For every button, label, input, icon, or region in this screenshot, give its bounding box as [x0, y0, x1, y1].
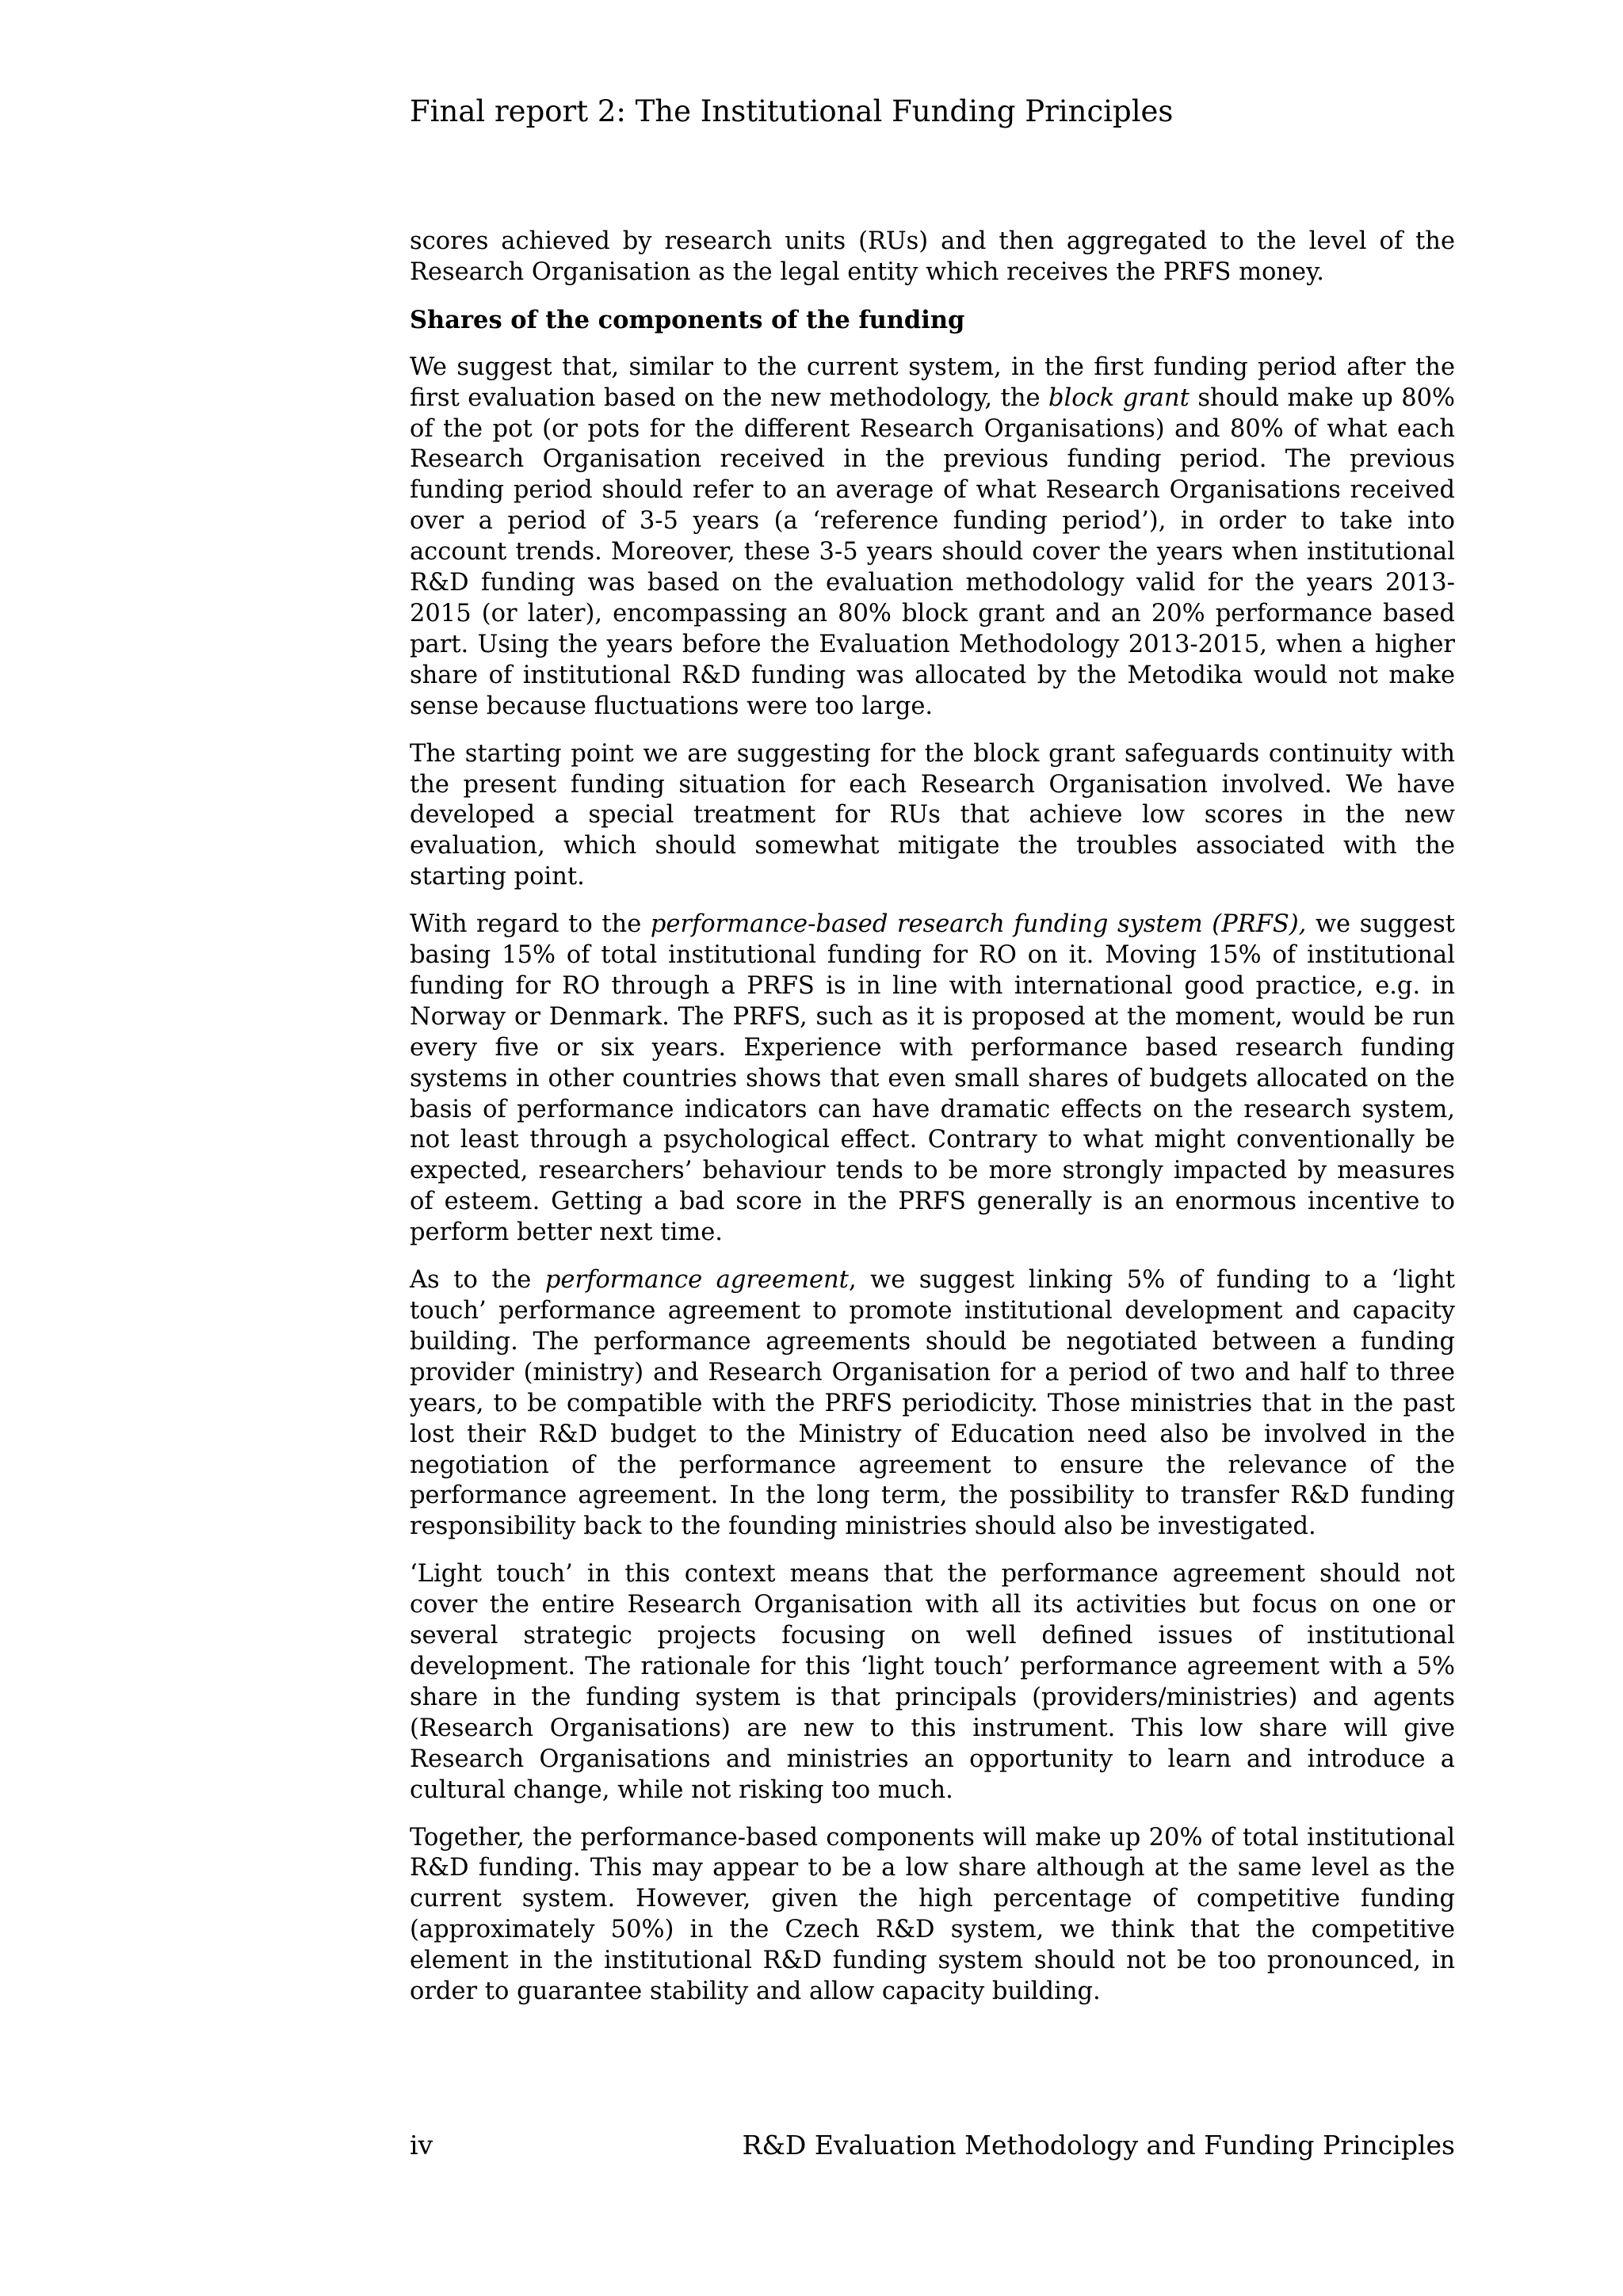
paragraph-light-touch: ‘Light touch’ in this context means that the performance agreement should not cover the entire Research Organisation with all its activities but focus on one or several strategic projects focusing on well defined issues of institutional development. The rationale for this ‘light touch’ performance agreement with a 5% share in the funding system is that principals (providers/ministries) and agents (Research Organisations) are new to this instrument. This low share will give Research Organisations and ministries an opportunity to learn and introduce a cultural change, while not risking too much. — [410, 1560, 1455, 1804]
paragraph-together: Together, the performance-based components will make up 20% of total institutional R&D funding. This may appear to be a low share although at the same level as the current system. However, given the high percentage of competitive funding (approximately 50%) in the Czech R&D system, we think that the competitive element in the institutional R&D funding system should not be too pronounced, in order to guarantee stability and allow capacity building. — [410, 1823, 1455, 2006]
section-heading: Shares of the components of the funding — [410, 305, 965, 334]
running-footer — [410, 2128, 1455, 2163]
running-header: Final report 2: The Institutional Funding Principles — [410, 94, 1174, 128]
footer-title: R&D Evaluation Methodology and Funding Principles — [742, 2130, 1455, 2161]
text-run: We suggest that, similar to the current system, in the first funding period after the first evaluation based on the new methodology, the — [410, 353, 1455, 412]
page-body — [410, 227, 1455, 2024]
page-number: iv — [410, 2130, 433, 2161]
paragraph-starting-point: The starting point we are suggesting for the block grant safeguards continuity with the present funding situation for each Research Organisation involved. We have developed a special treatment for RUs that achieve low scores in the new evaluation, which should somewhat mitigate the troubles associated with the starting point. — [410, 739, 1455, 891]
paragraph-block-grant — [410, 353, 1455, 723]
text-run: should make up 80% of the pot (or pots for the different Research Organisations) and 80% of what each Research Organisation received in the previous funding period. The previous funding period should refer to an average of what Research Organisations received over a period of 3-5 years (a ‘reference funding period’), in order to take into account trends. Moreover, these 3-5 years should cover the years when institutional R&D funding was based on the evaluation methodology valid for the years 2013-2015 (or later), encompassing an 80% block grant and an 20% performance based part. Using the years before the Evaluation Methodology 2013-2015, when a higher share of institutional R&D funding was allocated by the Metodika would not make sense because fluctuations were too large. — [410, 383, 1455, 720]
emphasis-performance-agreement: performance agreement — [544, 1266, 849, 1295]
text-run: we suggest basing 15% of total institutional funding for RO on it. Moving 15% of institutional funding for RO through a PRFS is in line with international good practice, e.g. in Norway or Denmark. The PRFS, such as it is proposed at the moment, would be run every five or six years. Experience with performance based research funding systems in other countries shows that even small shares of budgets allocated on the basis of performance indicators can have dramatic effects on the research system, not least through a psychological effect. Contrary to what might conventionally be expected, researchers’ behaviour tends to be more strongly impacted by measures of esteem. Getting a bad score in the PRFS generally is an enormous incentive to perform better next time. — [410, 910, 1455, 1247]
paragraph-performance-agreement — [410, 1265, 1455, 1543]
text-run: With regard to the — [410, 910, 651, 939]
text-run: As to the — [410, 1266, 545, 1295]
text-run: , we suggest linking 5% of funding to a ‘light touch’ performance agreement to promote institutional development and capacity building. The performance agreements should be negotiated between a funding provider (ministry) and Research Organisation for a period of two and half to three years, to be compatible with the PRFS periodicity. Those ministries that in the past lost their R&D budget to the Ministry of Education need also be involved in the negotiation of the performance agreement to ensure the relevance of the performance agreement. In the long term, the possibility to transfer R&D funding responsibility back to the founding ministries should also be investigated. — [410, 1266, 1455, 1541]
paragraph-continued: scores achieved by research units (RUs) and then aggregated to the level of the Research Organisation as the legal entity which receives the PRFS money. — [410, 227, 1455, 286]
emphasis-prfs: performance-based research funding system (PRFS), — [650, 910, 1307, 939]
emphasis-block-grant: block grant — [1048, 383, 1190, 412]
paragraph-prfs — [410, 910, 1455, 1249]
